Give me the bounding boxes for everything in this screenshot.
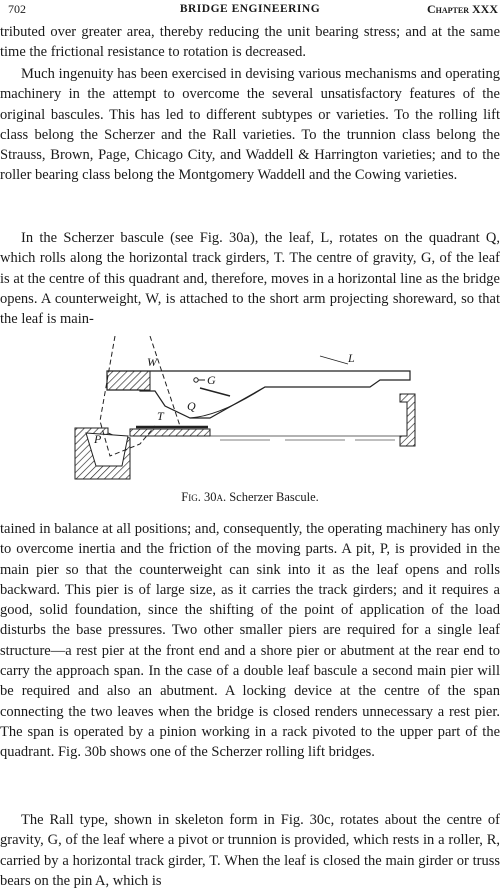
figure-caption (0, 489, 500, 505)
scherzer-bascule-drawing (70, 336, 430, 506)
label-q: Q (187, 399, 196, 413)
label-l: L (348, 351, 355, 365)
label-g: G (207, 373, 216, 387)
chapter-label: Chapter XXX (427, 2, 498, 16)
label-w: W (147, 355, 157, 369)
leader-line (320, 356, 348, 364)
paragraph-scherzer-bascule: In the Scherzer bascule (see Fig. 30a), the leaf, L, rotates on the quadrant Q, which rolls along the horizontal track girders, T. The centre of gravity, G, of the leaf is at the centre of this quadrant and, therefore, moves in a horizontal line as the bridge opens. A counterweight, W, is attached to the short arm projecting shoreward, so that the leaf is main- (0, 230, 500, 328)
caption-text: Scherzer Bascule. (229, 490, 319, 504)
leaf (107, 371, 410, 418)
label-p: P (94, 432, 102, 446)
rest-pier (400, 394, 415, 446)
counterweight (107, 371, 150, 390)
paragraph-rall-type: The Rall type, shown in skeleton form in Fig. 30c, rotates about the centre of gravity, G, of the leaf where a pivot or trunnion is provided, which rests in a roller, R, carried by a horizontal track girder, T. When the leaf is closed the main girder or truss bears on the pin A, which is (0, 812, 500, 889)
paragraph-bascule-varieties: Much ingenuity has been exercised in devising various mechanisms and operating machinery in the attempt to overcome the several unsatisfactory features of the original bascules. This has led to different subtypes or varieties. To the rolling lift class belong the Scherzer and the Rall varieties. To the trunnion class belong the Strauss, Brown, Page, Chicago City, and Waddell & Harrington varieties; and to the roller bearing class belong the Montgomery Waddell and the Cowing varieties. (0, 66, 500, 184)
track-girder (130, 429, 210, 436)
label-t: T (157, 409, 164, 423)
paragraph-continued: tributed over greater area, thereby reducing the unit bearing stress; and at the same time the frictional resistance to rotation is decreased. (0, 24, 500, 61)
running-title: BRIDGE ENGINEERING (179, 3, 321, 15)
running-header (0, 0, 500, 18)
caption-figure-number: Fig. 30a. (181, 490, 227, 504)
page-number: 702 (8, 2, 26, 16)
paragraph-continued-balance: tained in balance at all positions; and, consequently, the operating machinery has only to overcome inertia and the friction of the moving parts. A pit, P, is provided in the main pier so that the counterweight can sink into it as the leaf opens and rolls backward. This pier is of large size, as it carries the track girders; and it requires a good, solid foundation, since the shifting of the point of application of the load disturbs the base pressures. Two other smaller piers are required for a single leaf structure—a rest pier at the front end and a shore pier or abutment at the rear end to carry the approach span. In the case of a double leaf bascule a second main pier will be required and also an abutment. A locking device at the centre of the span connecting the two leaves when the bridge is closed renders unnecessary a rest pier. The span is operated by a pinion working in a rack pivoted to the upper part of the quadrant. Fig. 30b shows one of the Scherzer rolling lift bridges. (0, 521, 500, 761)
figure-scherzer-bascule (70, 336, 430, 506)
